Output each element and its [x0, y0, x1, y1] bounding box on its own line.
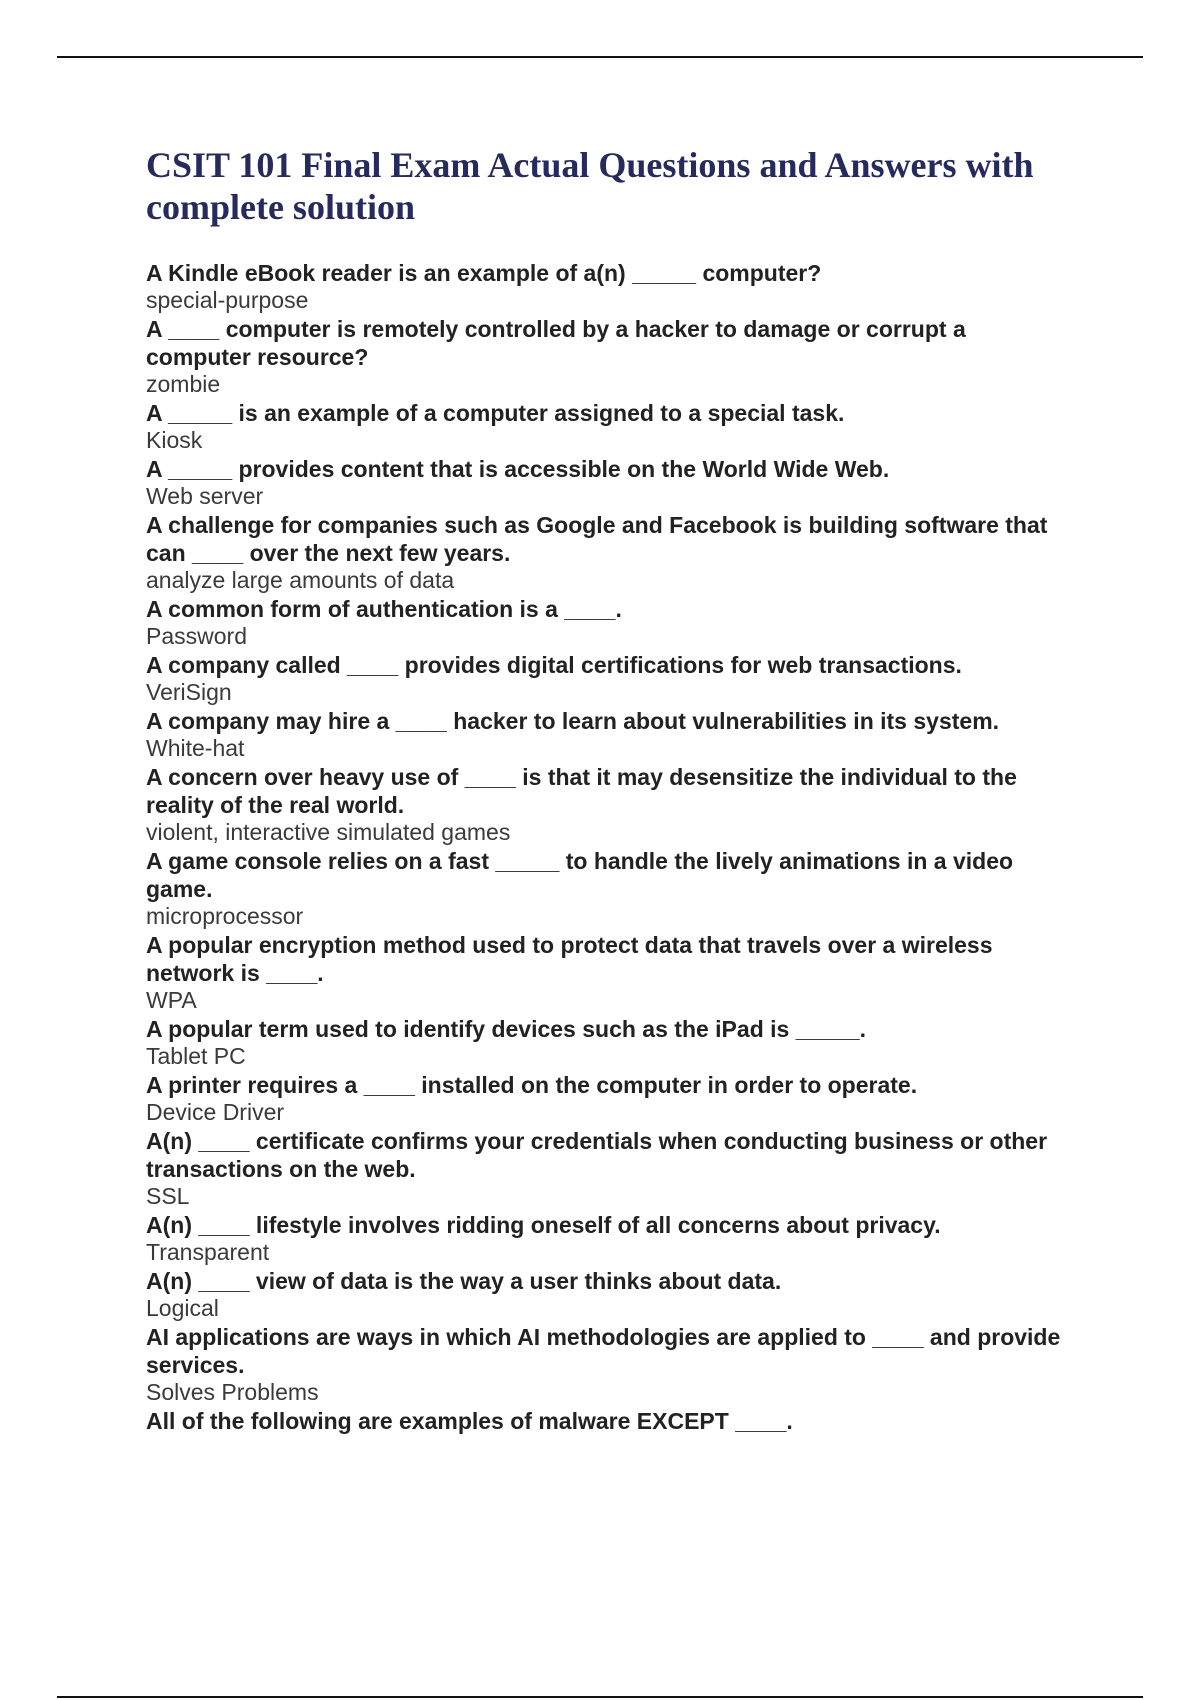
qa-item [146, 846, 1066, 930]
question-text: AI applications are ways in which AI methodologies are applied to ____ and provide services. [146, 1324, 1061, 1378]
answer-text: Tablet PC [146, 1043, 246, 1069]
question-text: A Kindle eBook reader is an example of a(n) _____ computer? [146, 260, 822, 286]
question-text: A printer requires a ____ installed on the computer in order to operate. [146, 1072, 918, 1098]
answer-text: special-purpose [146, 287, 309, 313]
question-text: A company called ____ provides digital certifications for web transactions. [146, 652, 962, 678]
answer-text: Kiosk [146, 427, 203, 453]
question-text: A(n) ____ view of data is the way a user thinks about data. [146, 1268, 782, 1294]
qa-item [146, 1070, 1066, 1126]
qa-item [146, 1266, 1066, 1322]
question-text: A game console relies on a fast _____ to handle the lively animations in a video game. [146, 848, 1014, 902]
qa-item [146, 1406, 1066, 1435]
qa-item [146, 1126, 1066, 1210]
qa-list [146, 258, 1066, 1435]
qa-item [146, 706, 1066, 762]
question-text: A popular encryption method used to protect data that travels over a wireless network is ____. [146, 932, 993, 986]
question-text: All of the following are examples of malware EXCEPT ____. [146, 1408, 793, 1434]
qa-item [146, 762, 1066, 846]
question-text: A popular term used to identify devices such as the iPad is _____. [146, 1016, 867, 1042]
answer-text: VeriSign [146, 679, 232, 705]
answer-text: analyze large amounts of data [146, 567, 455, 593]
answer-text: Solves Problems [146, 1379, 319, 1405]
question-text: A challenge for companies such as Google and Facebook is building software that can ____ over the next few years. [146, 512, 1048, 566]
answer-text: Transparent [146, 1239, 270, 1265]
question-text: A company may hire a ____ hacker to learn about vulnerabilities in its system. [146, 708, 1000, 734]
qa-item [146, 314, 1066, 398]
answer-text: Password [146, 623, 247, 649]
question-text: A concern over heavy use of ____ is that it may desensitize the individual to the reality of the real world. [146, 764, 1017, 818]
qa-item [146, 650, 1066, 706]
bottom-rule [57, 1696, 1143, 1698]
answer-text: Device Driver [146, 1099, 285, 1125]
answer-text: White-hat [146, 735, 245, 761]
qa-item [146, 454, 1066, 510]
question-text: A common form of authentication is a ____. [146, 596, 622, 622]
question-text: A _____ provides content that is accessible on the World Wide Web. [146, 456, 890, 482]
question-text: A(n) ____ certificate confirms your credentials when conducting business or other transactions on the web. [146, 1128, 1048, 1182]
answer-text: WPA [146, 987, 197, 1013]
top-rule [57, 56, 1143, 58]
answer-text: violent, interactive simulated games [146, 819, 511, 845]
qa-item [146, 258, 1066, 314]
answer-text: Logical [146, 1295, 219, 1321]
question-text: A ____ computer is remotely controlled by a hacker to damage or corrupt a computer resource? [146, 316, 966, 370]
answer-text: zombie [146, 371, 221, 397]
qa-item [146, 1210, 1066, 1266]
qa-item [146, 1322, 1066, 1406]
qa-item [146, 1014, 1066, 1070]
answer-text: SSL [146, 1183, 190, 1209]
qa-item [146, 398, 1066, 454]
answer-text: Web server [146, 483, 264, 509]
qa-item [146, 930, 1066, 1014]
question-text: A(n) ____ lifestyle involves ridding oneself of all concerns about privacy. [146, 1212, 941, 1238]
qa-item [146, 510, 1066, 594]
document-title: CSIT 101 Final Exam Actual Questions and Answers with complete solution [146, 145, 1034, 227]
qa-item [146, 594, 1066, 650]
answer-text: microprocessor [146, 903, 304, 929]
question-text: A _____ is an example of a computer assigned to a special task. [146, 400, 845, 426]
